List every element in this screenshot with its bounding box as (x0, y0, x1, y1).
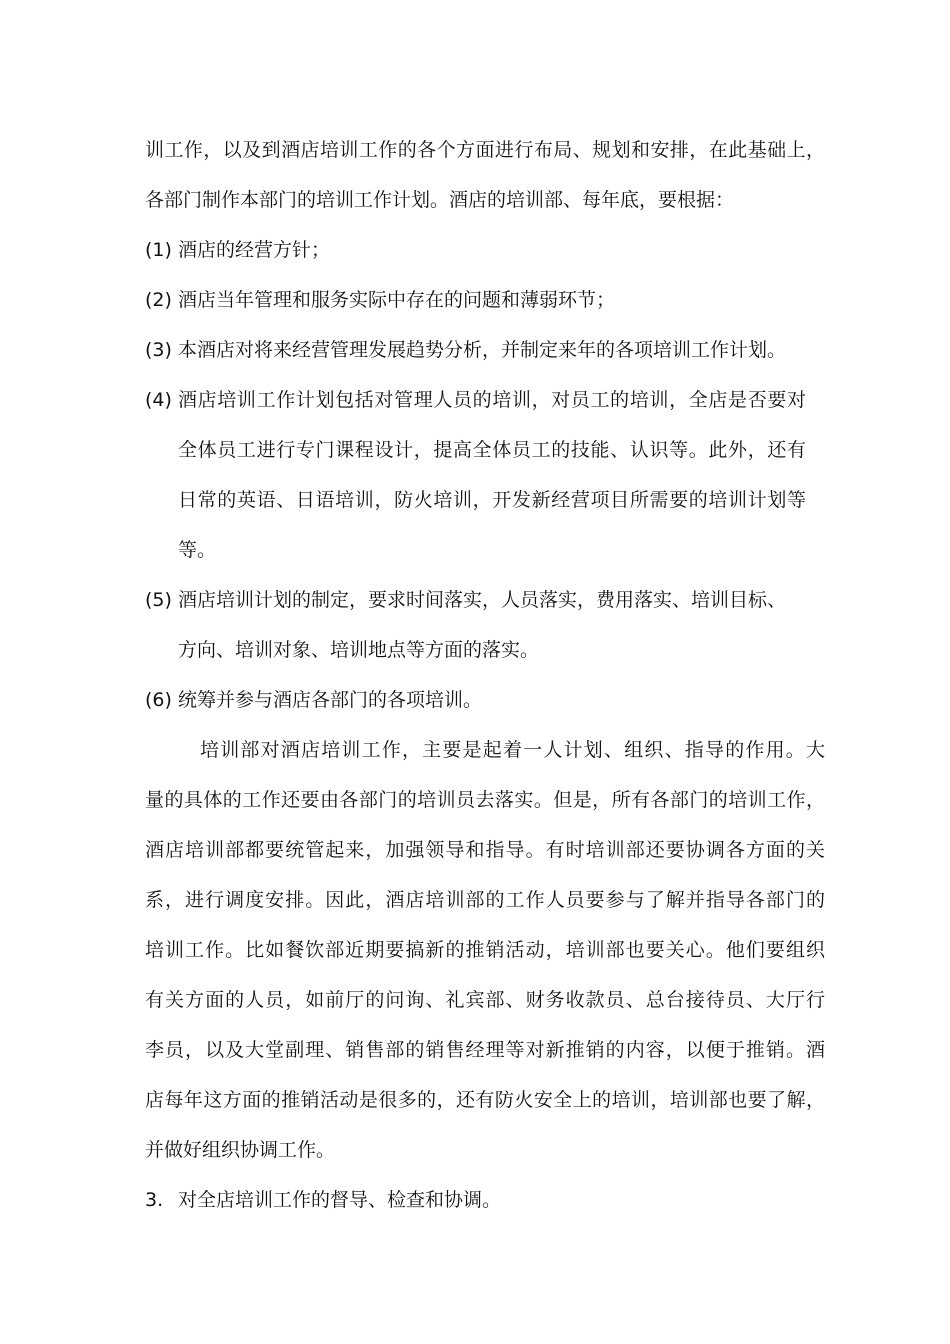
paragraph-line-9: 并做好组织协调工作。 (145, 1139, 336, 1161)
list-item-text: 方向、培训对象、培训地点等方面的落实。 (178, 639, 540, 661)
paragraph-line-1: 培训部对酒店培训工作，主要是起着一人计划、组织、指导的作用。大 (200, 739, 825, 761)
list-item-number: (2) (145, 289, 172, 311)
section-title: 对全店培训工作的督导、检查和协调。 (178, 1189, 502, 1211)
list-item-text: 酒店培训计划的制定，要求时间落实，人员落实，费用落实、培训目标、 (178, 589, 787, 611)
paragraph-line-7: 李员，以及大堂副理、销售部的销售经理等对新推销的内容，以便于推销。酒 (145, 1039, 825, 1061)
paragraph-line-2: 量的具体的工作还要由各部门的培训员去落实。但是，所有各部门的培训工作， (145, 789, 825, 811)
paragraph-line-8: 店每年这方面的推销活动是很多的，还有防火安全上的培训，培训部也要了解， (145, 1089, 825, 1111)
list-item-number: (3) (145, 339, 172, 361)
list-item-number: (6) (145, 689, 172, 711)
list-item-number: (5) (145, 589, 172, 611)
list-item-text: 全体员工进行专门课程设计，提高全体员工的技能、认识等。此外，还有 (178, 439, 806, 461)
section-number: 3. (145, 1189, 164, 1211)
paragraph-line-5: 培训工作。比如餐饮部近期要搞新的推销活动，培训部也要关心。他们要组织 (145, 939, 825, 961)
paragraph-line-4: 系，进行调度安排。因此，酒店培训部的工作人员要参与了解并指导各部门的 (145, 889, 825, 911)
list-item-text: 酒店培训工作计划包括对管理人员的培训，对员工的培训，全店是否要对 (178, 389, 806, 411)
list-item-number: (4) (145, 389, 172, 411)
paragraph-line-6: 有关方面的人员，如前厅的问询、礼宾部、财务收款员、总台接待员、大厅行 (145, 989, 825, 1011)
list-item-text: 本酒店对将来经营管理发展趋势分析，并制定来年的各项培训工作计划。 (178, 339, 787, 361)
list-item-number: (1) (145, 239, 172, 261)
list-item-text: 统筹并参与酒店各部门的各项培训。 (178, 689, 483, 711)
list-item-text: 酒店当年管理和服务实际中存在的问题和薄弱环节； (178, 289, 616, 311)
list-item-text: 等。 (178, 539, 217, 561)
list-item-text: 酒店的经营方针； (178, 239, 331, 261)
paragraph-line-3: 酒店培训部都要统管起来，加强领导和指导。有时培训部还要协调各方面的关 (145, 839, 825, 861)
intro-line-2: 各部门制作本部门的培训工作计划。酒店的培训部、每年底，要根据： (145, 189, 735, 211)
intro-line-1: 训工作，以及到酒店培训工作的各个方面进行布局、规划和安排，在此基础上， (145, 139, 825, 161)
list-item-text: 日常的英语、日语培训，防火培训，开发新经营项目所需要的培训计划等 (178, 489, 806, 511)
